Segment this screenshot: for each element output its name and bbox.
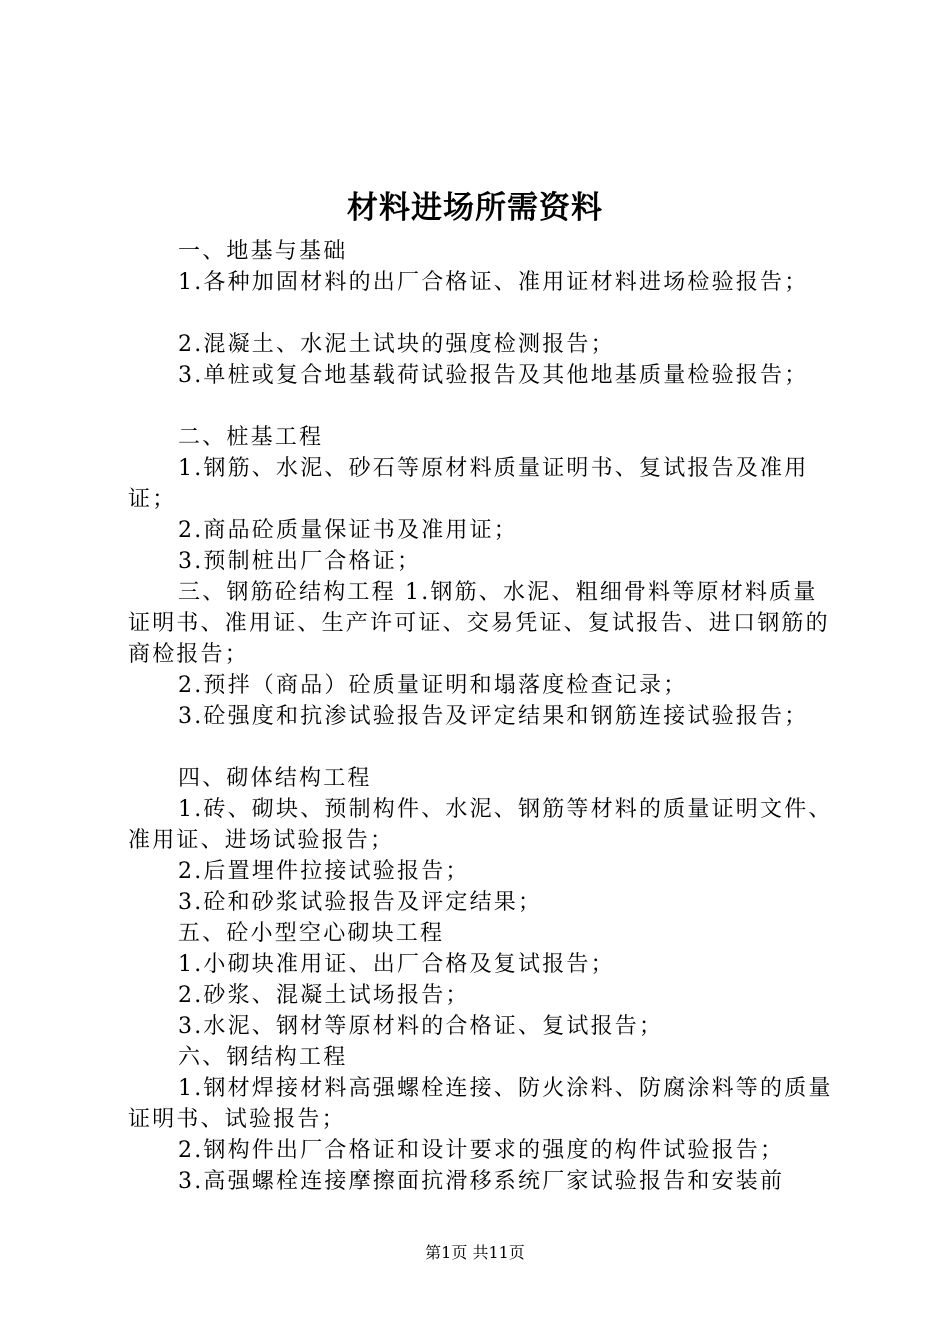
section-heading: 五、砼小型空心砌块工程 bbox=[178, 921, 445, 946]
list-item: 1.各种加固材料的出厂合格证、准用证材料进场检验报告； bbox=[178, 270, 809, 295]
list-item: 1.钢筋、水泥、砂石等原材料质量证明书、复试报告及准用证； bbox=[128, 456, 809, 512]
document-title: 材料进场所需资料 bbox=[347, 190, 603, 226]
list-item: 2.商品砼质量保证书及准用证； bbox=[178, 518, 518, 543]
page-footer: 第1页 共11页 bbox=[425, 1243, 525, 1262]
section-heading: 四、砌体结构工程 bbox=[178, 766, 372, 791]
list-item: 3.单桩或复合地基载荷试验报告及其他地基质量检验报告； bbox=[178, 363, 809, 388]
list-item: 3.水泥、钢材等原材料的合格证、复试报告； bbox=[178, 1014, 664, 1039]
list-item: 2.钢构件出厂合格证和设计要求的强度的构件试验报告； bbox=[178, 1138, 785, 1163]
list-item: 1.钢材焊接材料高强螺栓连接、防火涂料、防腐涂料等的质量证明书、试验报告； bbox=[128, 1076, 833, 1132]
list-item: 3.砼和砂浆试验报告及评定结果； bbox=[178, 890, 543, 915]
blank-line bbox=[128, 391, 838, 422]
list-item: 2.砂浆、混凝土试场报告； bbox=[178, 983, 470, 1008]
list-item: 3.预制桩出厂合格证； bbox=[178, 549, 422, 574]
document-body bbox=[128, 236, 838, 1197]
section-heading: 二、桩基工程 bbox=[178, 425, 324, 450]
section-heading: 三、钢筋砼结构工程 1.钢筋、水泥、粗细骨料等原材料质量证明书、准用证、生产许可证、交易凭证、复试报告、进口钢筋的商检报告； bbox=[128, 580, 830, 667]
blank-line bbox=[128, 298, 838, 329]
blank-line bbox=[128, 732, 838, 763]
list-item: 2.后置埋件拉接试验报告； bbox=[178, 859, 470, 884]
list-item: 2.混凝土、水泥土试块的强度检测报告； bbox=[178, 332, 615, 357]
list-item: 1.砖、砌块、预制构件、水泥、钢筋等材料的质量证明文件、准用证、进场试验报告； bbox=[128, 797, 833, 853]
list-item: 3.高强螺栓连接摩擦面抗滑移系统厂家试验报告和安装前 bbox=[178, 1169, 785, 1194]
list-item: 1.小砌块准用证、出厂合格及复试报告； bbox=[178, 952, 615, 977]
list-item: 2.预拌（商品）砼质量证明和塌落度检查记录； bbox=[178, 673, 688, 698]
list-item: 3.砼强度和抗渗试验报告及评定结果和钢筋连接试验报告； bbox=[178, 704, 809, 729]
section-heading: 一、地基与基础 bbox=[178, 239, 348, 264]
section-heading: 六、钢结构工程 bbox=[178, 1045, 348, 1070]
